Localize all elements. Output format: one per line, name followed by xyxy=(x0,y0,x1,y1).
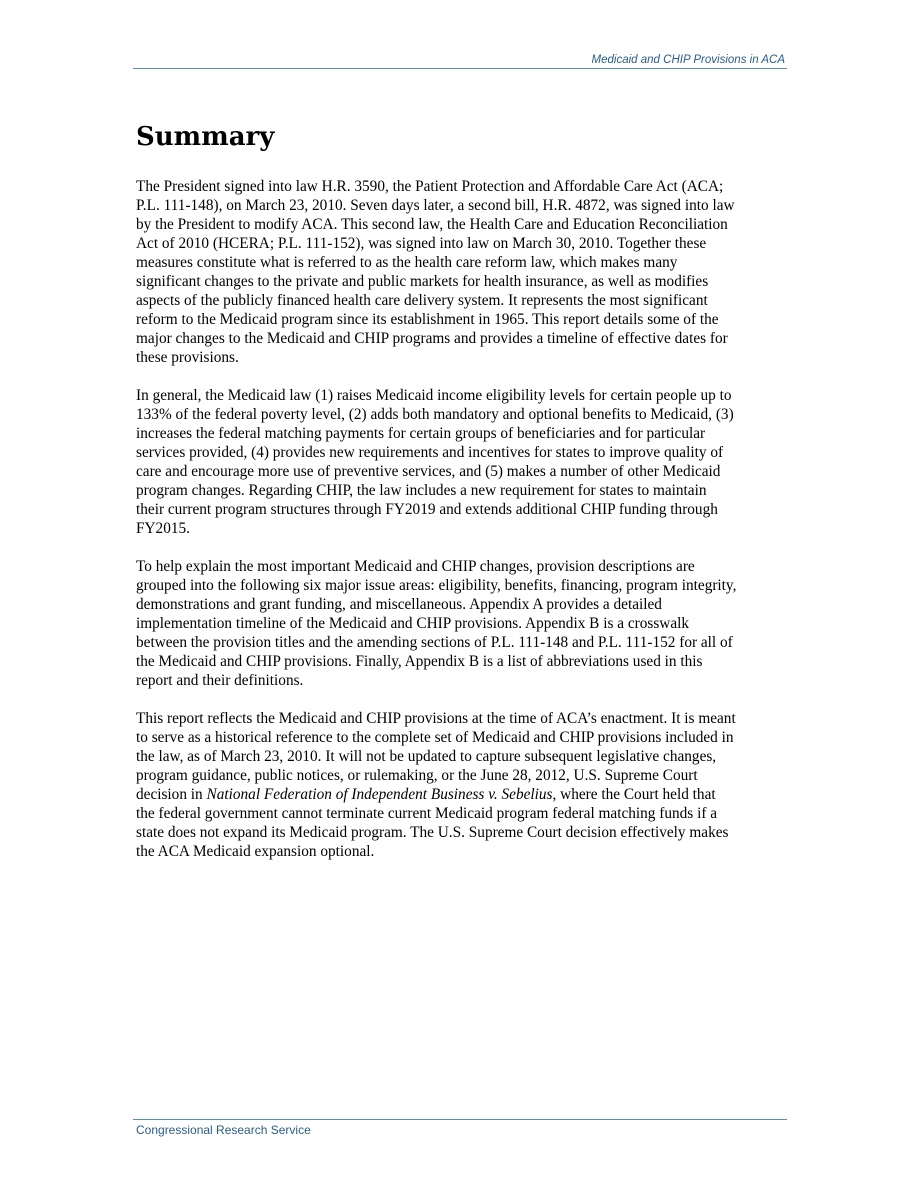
running-header: Medicaid and CHIP Provisions in ACA xyxy=(591,54,785,66)
header-divider xyxy=(133,68,787,69)
paragraph-report-organization: To help explain the most important Medicaid and CHIP changes, provision descriptions are grouped into the following six major issue areas: eligibility, benefits, financing, program integrity, demonstrations and grant funding, and miscellaneous. Appendix A provides a detailed implementation timeline of the Medicaid and CHIP provisions. Appendix B is a crosswalk between the provision titles and the amending sections of P.L. 111-148 and P.L. 111-152 for all of the Medicaid and CHIP provisions. Finally, Appendix B is a list of abbreviations used in this report and their definitions. xyxy=(136,558,737,689)
historical-note-text-start: This report reflects the Medicaid and CHIP provisions at the time of ACA’s enactment. It is meant to serve as a historical reference to the complete set of Medicaid and CHIP provisions included in the law, as of March 23, 2010. It will not be updated to capture subsequent legislative changes, program guidance, public notices, or rulemaking, or the June 28, 2012, U.S. Supreme Court decision in xyxy=(136,710,736,803)
historical-note-text-end: , where the Court held that the federal government cannot terminate current Medicaid program federal matching funds if a state does not expand its Medicaid program. The U.S. Supreme Court decision effectively makes the ACA Medicaid expansion optional. xyxy=(136,786,729,860)
summary-body xyxy=(136,177,788,880)
footer-organization: Congressional Research Service xyxy=(136,1123,311,1137)
paragraph-enactment: The President signed into law H.R. 3590, the Patient Protection and Affordable Care Act (ACA; P.L. 111-148), on March 23, 2010. Seven days later, a second bill, H.R. 4872, was signed into law by the President to modify ACA. This second law, the Health Care and Education Reconciliation Act of 2010 (HCERA; P.L. 111-152), was signed into law on March 30, 2010. Together these measures constitute what is referred to as the health care reform law, which makes many significant changes to the private and public markets for health insurance, as well as modifies aspects of the publicly financed health care delivery system. It represents the most significant reform to the Medicaid program since its establishment in 1965. This report details some of the major changes to the Medicaid and CHIP programs and provides a timeline of effective dates for these provisions. xyxy=(136,178,735,366)
page-title: Summary xyxy=(136,122,275,152)
paragraph-general-provisions: In general, the Medicaid law (1) raises Medicaid income eligibility levels for certain people up to 133% of the federal poverty level, (2) adds both mandatory and optional benefits to Medicaid, (3) increases the federal matching payments for certain groups of beneficiaries and for particular services provided, (4) provides new requirements and incentives for states to improve quality of care and encourage more use of preventive services, and (5) makes a number of other Medicaid program changes. Regarding CHIP, the law includes a new requirement for states to maintain their current program structures through FY2019 and extends additional CHIP funding through FY2015. xyxy=(136,387,734,537)
court-case-name: National Federation of Independent Business v. Sebelius xyxy=(206,786,553,803)
footer-divider xyxy=(133,1119,787,1120)
paragraph-historical-note xyxy=(136,709,788,861)
